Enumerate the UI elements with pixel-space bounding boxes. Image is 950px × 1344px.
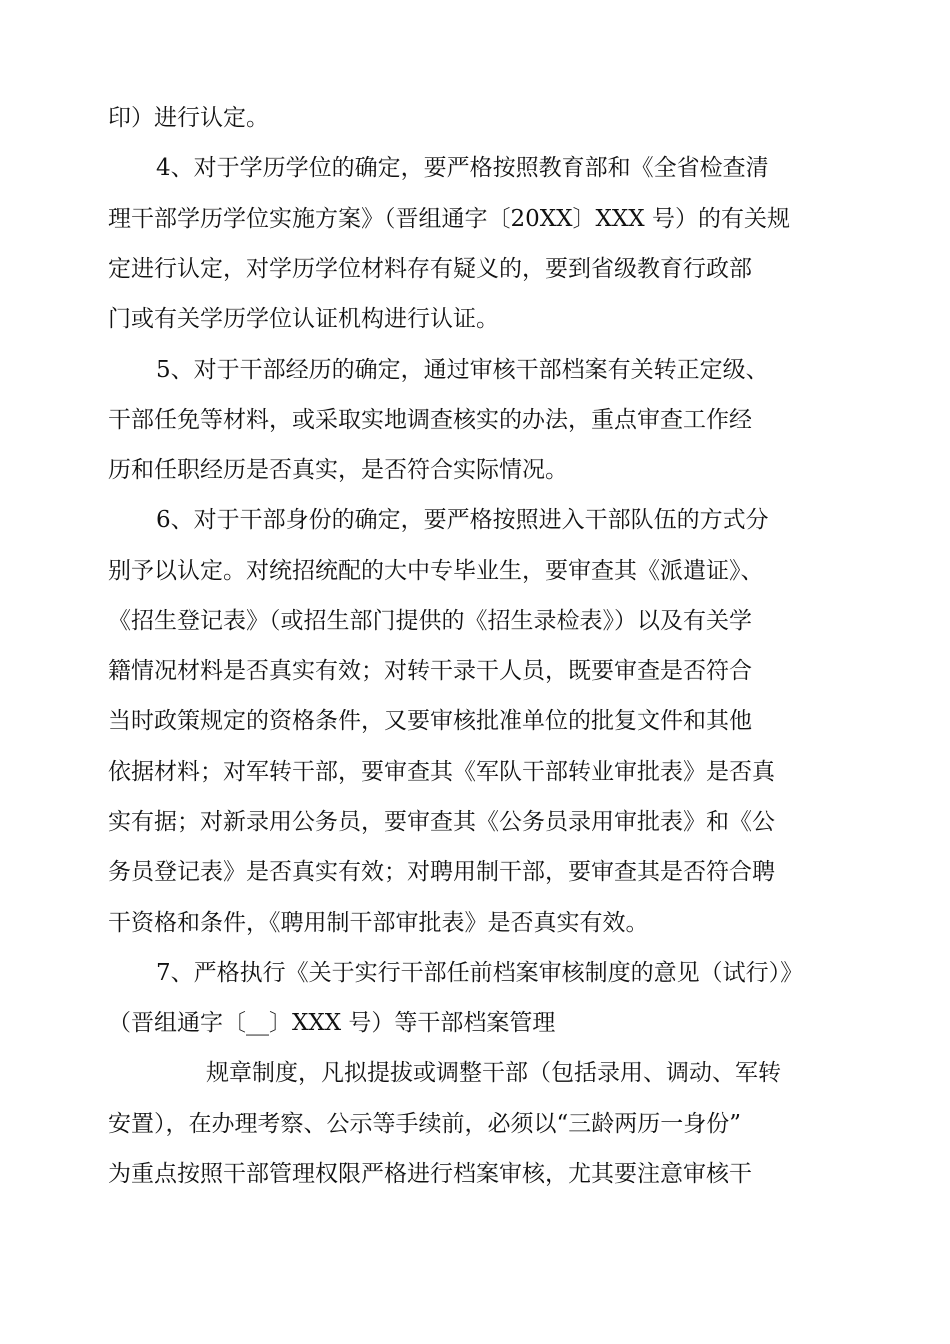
text-line: 为重点按照干部管理权限严格进行档案审核，尤其要注意审核干 <box>108 1161 752 1187</box>
text-line: 6、对于干部身份的确定，要严格按照进入干部队伍的方式分 <box>156 507 769 533</box>
text-line: 安置），在办理考察、公示等手续前，必须以“三龄两历一身份” <box>108 1111 742 1137</box>
text-line: 当时政策规定的资格条件，又要审核批准单位的批复文件和其他 <box>108 708 752 734</box>
text-line: （晋组通字〔__〕XXX 号）等干部档案管理 <box>108 1010 556 1036</box>
text-line: 5、对于干部经历的确定，通过审核干部档案有关转正定级、 <box>156 357 769 383</box>
text-line: 历和任职经历是否真实，是否符合实际情况。 <box>108 457 568 483</box>
text-line: 务员登记表》是否真实有效；对聘用制干部，要审查其是否符合聘 <box>108 859 775 885</box>
text-line: 别予以认定。对统招统配的大中专毕业生，要审查其《派遣证》、 <box>108 558 764 584</box>
text-line: 规章制度，凡拟提拔或调整干部（包括录用、调动、军转 <box>206 1060 781 1086</box>
text-line: 4、对于学历学位的确定，要严格按照教育部和《全省检查清 <box>156 155 769 181</box>
text-line: 依据材料；对军转干部，要审查其《军队干部转业审批表》是否真 <box>108 759 775 785</box>
text-line: 干资格和条件，《聘用制干部审批表》是否真实有效。 <box>108 910 649 936</box>
text-line: 定进行认定，对学历学位材料存有疑义的，要到省级教育行政部 <box>108 256 752 282</box>
text-line: 干部任免等材料，或采取实地调查核实的办法，重点审查工作经 <box>108 407 752 433</box>
text-line: 门或有关学历学位认证机构进行认证。 <box>108 306 499 332</box>
text-line: 7、严格执行《关于实行干部任前档案审核制度的意见（试行）》 <box>156 960 804 986</box>
text-line: 实有据；对新录用公务员，要审查其《公务员录用审批表》和《公 <box>108 809 775 835</box>
text-line: 理干部学历学位实施方案》（晋组通字〔20XX〕XXX 号）的有关规 <box>108 206 790 232</box>
text-line: 印）进行认定。 <box>108 105 269 131</box>
text-line: 籍情况材料是否真实有效；对转干录干人员，既要审查是否符合 <box>108 658 752 684</box>
text-line: 《招生登记表》（或招生部门提供的《招生录检表》）以及有关学 <box>108 608 752 634</box>
